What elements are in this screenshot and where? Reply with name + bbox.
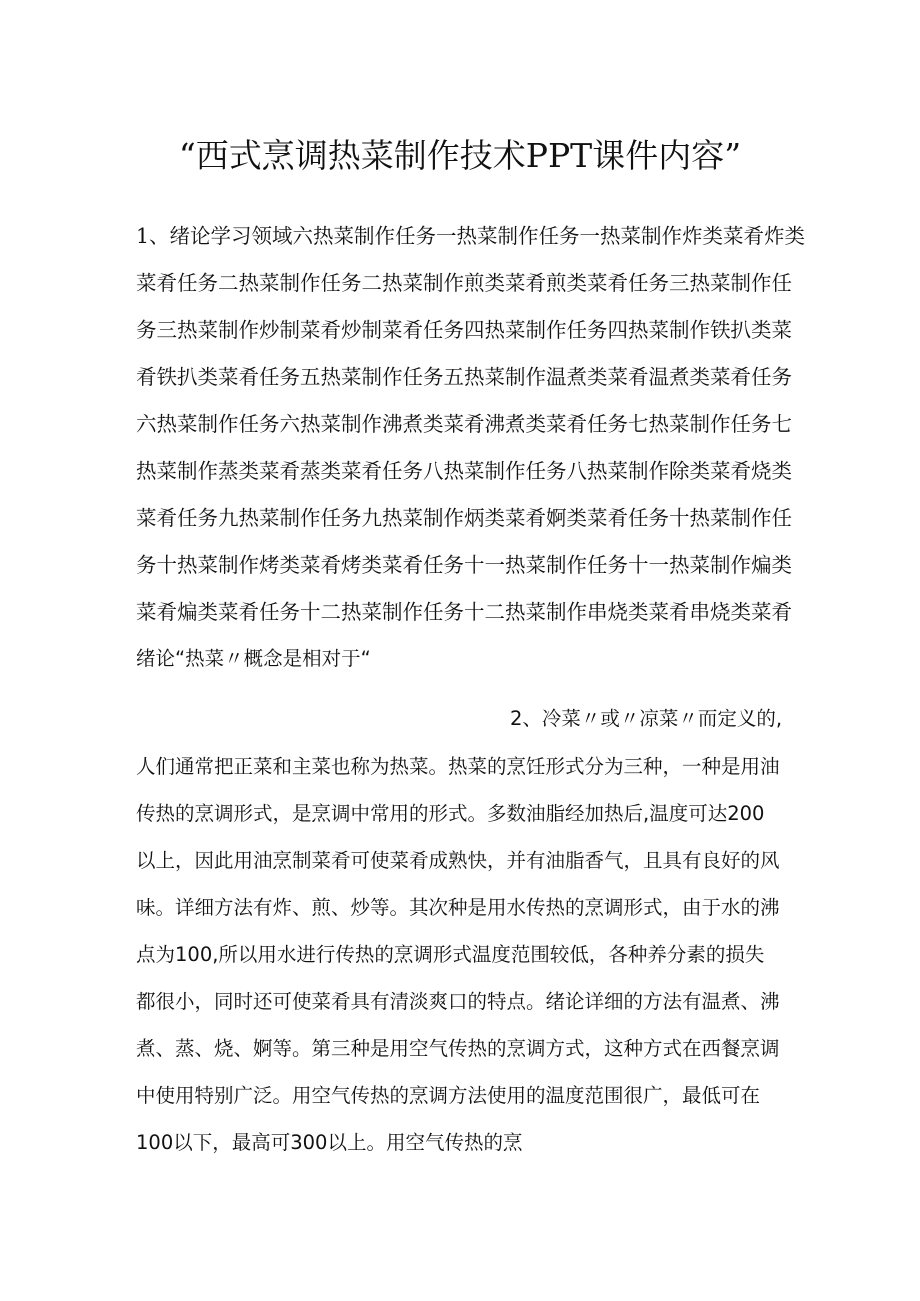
section1-line: 肴铁扒类菜肴任务五热菜制作任务五热菜制作温煮类菜肴温煮类菜肴任务 xyxy=(136,365,792,389)
section1-line: 务三热菜制作炒制菜肴炒制菜肴任务四热菜制作任务四热菜制作铁扒类菜 xyxy=(136,318,792,342)
section2-line: 点为100,所以用水进行传热的烹调形式温度范围较低，各种养分素的损失 xyxy=(136,943,765,966)
section1-line: 热菜制作蒸类菜肴蒸类菜肴任务八热菜制作任务八热菜制作除类菜肴烧类 xyxy=(136,459,792,483)
section1-line: 菜肴煸类菜肴任务十二热菜制作任务十二热菜制作串烧类菜肴串烧类菜肴 xyxy=(136,600,792,624)
section2-line: 人们通常把正菜和主菜也称为热菜。热菜的烹饪形式分为三种，一种是用油 xyxy=(136,755,780,778)
section2-line: 煮、蒸、烧、婀等。第三种是用空气传热的烹调方式，这种方式在西餐烹调 xyxy=(136,1037,780,1060)
section2-line: 以上，因此用油烹制菜肴可使菜肴成熟快，并有油脂香气，且具有良好的风 xyxy=(136,849,780,872)
section1-line: 务十热菜制作烤类菜肴烤类菜肴任务十一热菜制作任务十一热菜制作煸类 xyxy=(136,553,792,577)
section1-line: 菜肴任务二热菜制作任务二热菜制作煎类菜肴煎类菜肴任务三热菜制作任 xyxy=(136,271,792,295)
section1-line: 1、绪论学习领域六热菜制作任务一热菜制作任务一热菜制作炸类菜肴炸类 xyxy=(136,224,806,248)
page-title: “西式烹调热菜制作技术PPT课件内容” xyxy=(178,136,742,175)
section2-heading: 2、冷菜〃或〃凉菜〃而定义的, xyxy=(510,707,783,730)
section2-line: 中使用特别广泛。用空气传热的烹调方法使用的温度范围很广，最低可在 xyxy=(136,1084,761,1107)
section2-line: 都很小，同时还可使菜肴具有清淡爽口的特点。绪论详细的方法有温煮、沸 xyxy=(136,990,780,1013)
section2-line: 传热的烹调形式，是烹调中常用的形式。多数油脂经加热后,温度可达200 xyxy=(136,802,765,825)
section1-line: 菜肴任务九热菜制作任务九热菜制作炳类菜肴婀类菜肴任务十热菜制作任 xyxy=(136,506,792,530)
section2-line: 味。详细方法有炸、煎、炒等。其次种是用水传热的烹调形式，由于水的沸 xyxy=(136,896,780,919)
section1-line: 六热菜制作任务六热菜制作沸煮类菜肴沸煮类菜肴任务七热菜制作任务七 xyxy=(136,412,792,436)
section1-line: 绪论“热菜〃概念是相对于“ xyxy=(136,647,371,670)
section2-line: 100以下，最高可300以上。用空气传热的烹 xyxy=(136,1131,523,1154)
